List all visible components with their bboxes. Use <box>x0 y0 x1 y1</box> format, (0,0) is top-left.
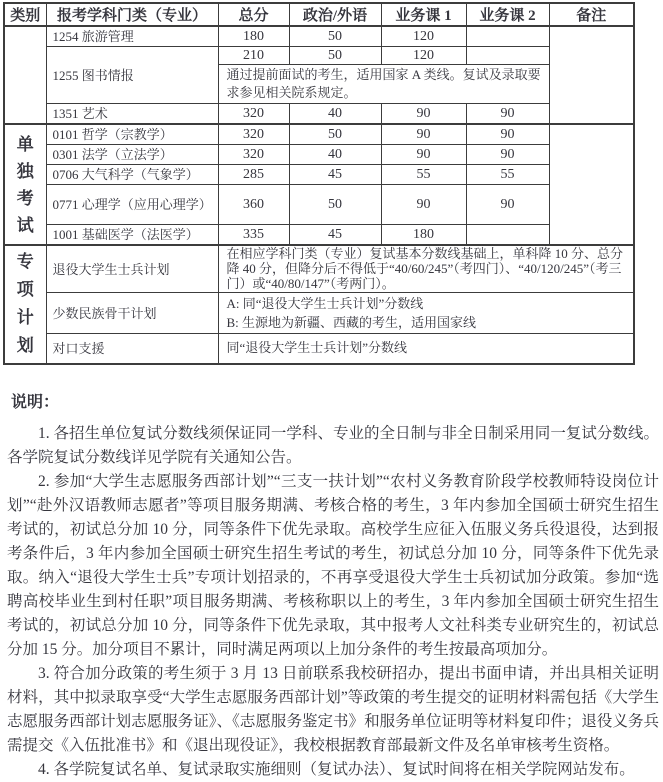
header-major: 报考学科门类（专业） <box>46 3 218 26</box>
minority-line-b: B: 生源地为新疆、西藏的考生，适用国家线 <box>226 315 477 330</box>
total-cell: 180 <box>218 26 289 47</box>
course2-cell <box>466 225 549 246</box>
major-cell: 退役大学生士兵计划 <box>46 245 218 293</box>
total-cell: 335 <box>218 225 289 246</box>
course1-cell: 90 <box>381 185 466 225</box>
table-row <box>4 104 634 125</box>
major-cell: 1351 艺术 <box>46 104 218 125</box>
category-label: 专项计划 <box>16 252 34 356</box>
header-remark: 备注 <box>549 3 634 26</box>
note-cell-minority <box>218 293 634 334</box>
note-cell-veteran: 在相应学科门类（专业）复试基本分数线基础上，单科降 10 分、总分降 40 分，但降分后不得低于“40/60/245”（考四门）、“40/120/245”（考三门）或“40/80/147”（考两门）。 <box>218 245 634 293</box>
politics-cell: 45 <box>289 225 381 246</box>
total-cell: 285 <box>218 165 289 185</box>
politics-cell: 50 <box>289 124 381 145</box>
notes-title: 说明： <box>11 393 60 411</box>
table-row <box>4 225 634 246</box>
category-cell-block1 <box>4 26 46 124</box>
note-cell-1255: 通过提前面试的考生，适用国家 A 类线。复试及录取要求参见相关院系规定。 <box>218 65 549 104</box>
table-row <box>4 124 634 145</box>
course2-cell: 90 <box>466 145 549 165</box>
course2-cell: 90 <box>466 124 549 145</box>
notes-section <box>7 389 659 782</box>
course1-cell: 90 <box>381 104 466 125</box>
table-row <box>4 293 634 334</box>
table-row <box>4 165 634 185</box>
total-cell: 320 <box>218 145 289 165</box>
politics-cell: 45 <box>289 165 381 185</box>
table-row <box>4 185 634 225</box>
course1-cell: 120 <box>381 47 466 65</box>
note-paragraph-4: 4. 各学院复试名单、复试录取实施细则（复试办法）、复试时间将在相关学院网站发布。 <box>38 760 635 778</box>
course1-cell: 90 <box>381 124 466 145</box>
course1-cell: 55 <box>381 165 466 185</box>
header-politics: 政治/外语 <box>289 3 381 26</box>
course1-cell: 90 <box>381 145 466 165</box>
course1-cell: 120 <box>381 26 466 47</box>
major-cell: 少数民族骨干计划 <box>46 293 218 334</box>
header-course2: 业务课 2 <box>466 3 549 26</box>
politics-cell: 50 <box>289 185 381 225</box>
table-row <box>4 245 634 293</box>
total-cell: 320 <box>218 124 289 145</box>
total-cell: 320 <box>218 104 289 125</box>
note-cell-support: 同“退役大学生士兵计划”分数线 <box>218 334 634 364</box>
major-cell: 对口支援 <box>46 334 218 364</box>
course2-cell <box>466 47 549 65</box>
course2-cell: 90 <box>466 185 549 225</box>
header-category: 类别 <box>4 3 46 26</box>
remark-cell-block1 <box>549 26 634 124</box>
course2-cell: 90 <box>466 104 549 125</box>
category-cell-special-plan <box>4 245 46 364</box>
header-course1: 业务课 1 <box>381 3 466 26</box>
total-cell: 360 <box>218 185 289 225</box>
admission-score-table <box>3 2 635 365</box>
table-row <box>4 47 634 65</box>
category-cell-separate-exam <box>4 124 46 245</box>
table-row <box>4 145 634 165</box>
note-paragraph-2: 2. 参加“大学生志愿服务西部计划”“三支一扶计划”“农村义务教育阶段学校教师特设岗位计划”“赴外汉语教师志愿者”等项目服务期满、考核合格的考生，3 年内参加全国硕士研究生招生考试的，初试总分加 10 分，同等条件下优先录取。高校学生应征入伍服义务兵役退役，达到报考条件后，3 年内参加全国硕士研究生招生考试的考生，初试总分加 10 分，同等条件下优先录取。纳入“退役大学生士兵”专项计划招录的，不再享受退役大学生士兵初试加分政策。参加“选聘高校毕业生到村任职”项目服务期满、考核称职以上的考生，3 年内参加全国硕士研究生招生考试的，初试总分加 10 分，同等条件下优先录取，其中报考人文社科类专业研究生的，初试总分加 15 分。加分项目不累计，同时满足两项以上加分条件的考生按最高项加分。 <box>7 472 659 658</box>
major-cell: 0706 大气科学（气象学） <box>46 165 218 185</box>
category-label: 单独考试 <box>16 134 34 235</box>
major-cell: 0101 哲学（宗教学） <box>46 124 218 145</box>
politics-cell: 50 <box>289 47 381 65</box>
major-cell: 1255 图书情报 <box>46 47 218 104</box>
total-cell: 210 <box>218 47 289 65</box>
course2-cell <box>466 26 549 47</box>
course2-cell: 55 <box>466 165 549 185</box>
major-cell: 1254 旅游管理 <box>46 26 218 47</box>
major-cell: 0771 心理学（应用心理学） <box>46 185 218 225</box>
minority-line-a: A: 同“退役大学生士兵计划”分数线 <box>226 296 424 311</box>
header-total: 总分 <box>218 3 289 26</box>
note-paragraph-1: 1. 各招生单位复试分数线须保证同一学科、专业的全日制与非全日制采用同一复试分数线。各学院复试分数线详见学院有关通知公告。 <box>7 424 659 466</box>
politics-cell: 40 <box>289 104 381 125</box>
remark-cell-block2 <box>549 124 634 245</box>
note-paragraph-3: 3. 符合加分政策的考生须于 3 月 13 日前联系我校研招办，提出书面申请，并出具相关证明材料，其中拟录取享受“大学生志愿服务西部计划”等政策的考生提交的证明材料需包括《大学生志愿服务西部计划志愿服务证》、《志愿服务鉴定书》和服务单位证明等材料复印件；退役义务兵需提交《入伍批准书》和《退出现役证》，我校根据教育部最新文件及名单审核考生资格。 <box>7 664 659 754</box>
table-header-row <box>4 3 634 26</box>
table-row <box>4 26 634 47</box>
table-row <box>4 334 634 364</box>
politics-cell: 40 <box>289 145 381 165</box>
course1-cell: 180 <box>381 225 466 246</box>
politics-cell: 50 <box>289 26 381 47</box>
major-cell: 1001 基础医学（法医学） <box>46 225 218 246</box>
major-cell: 0301 法学（立法学） <box>46 145 218 165</box>
